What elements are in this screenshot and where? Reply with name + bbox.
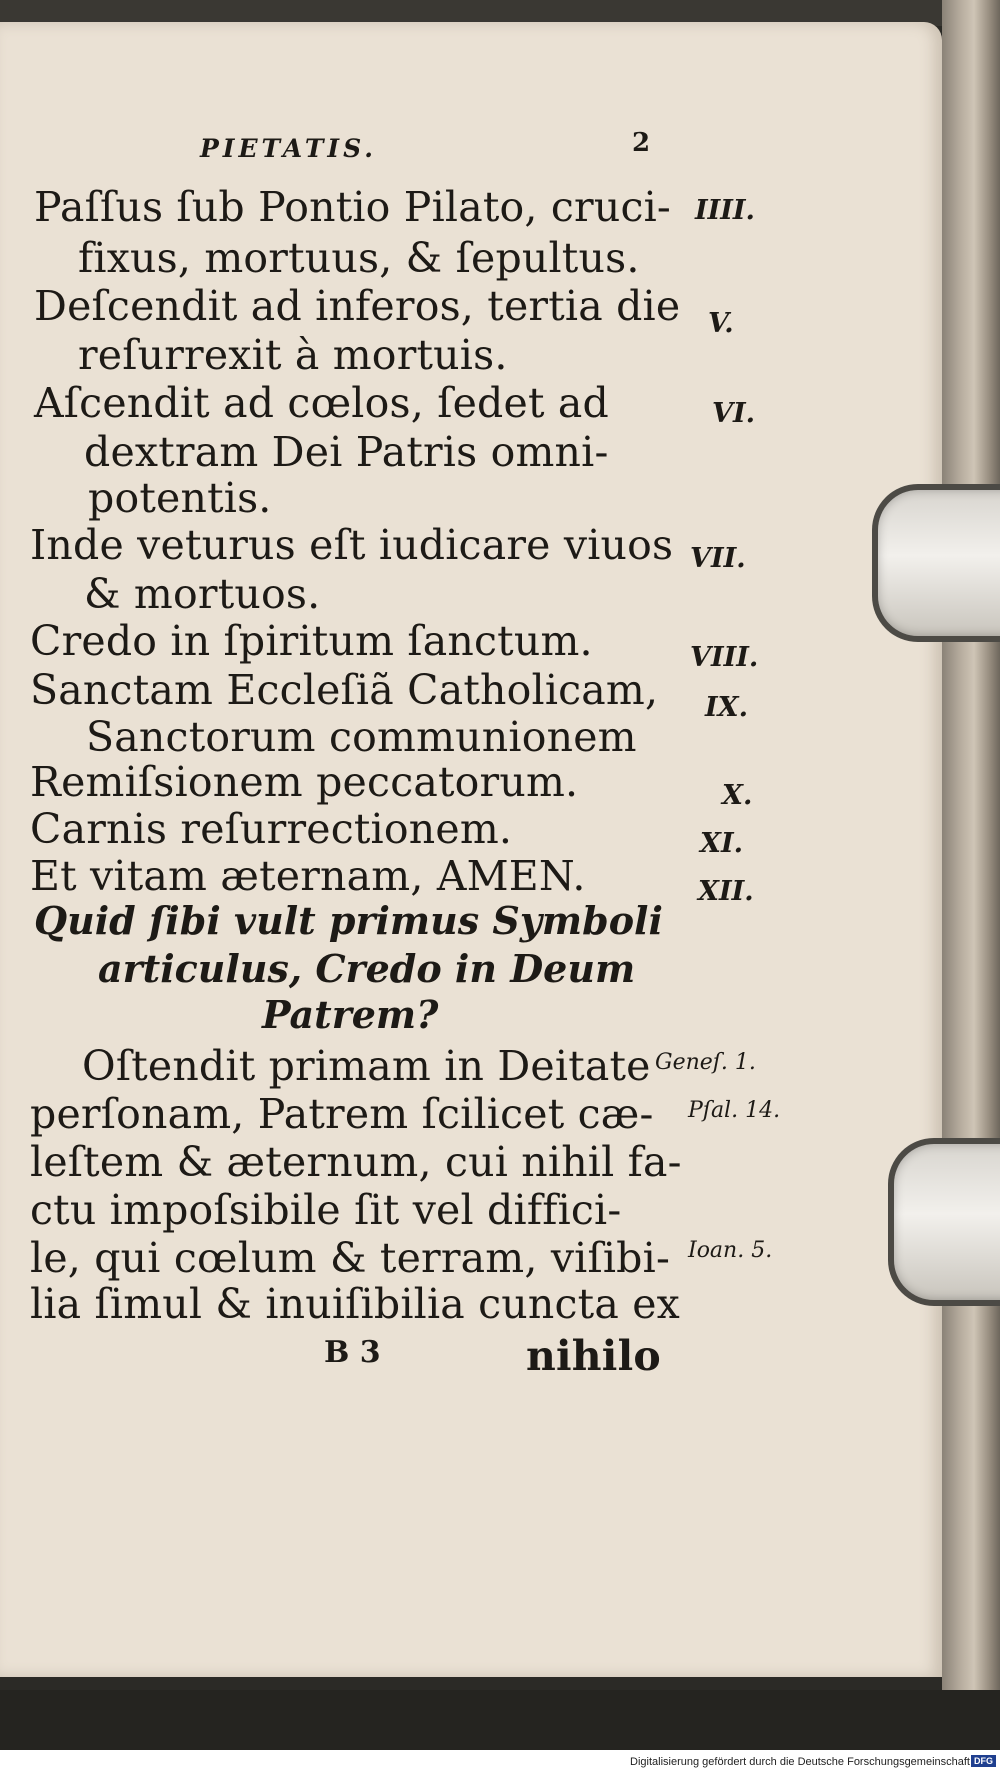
answer-line: ctu impoſsibile ſit vel diffici- [30,1186,622,1234]
article-numeral: XII. [698,876,754,907]
article-numeral: VII. [690,543,746,574]
creed-line: Et vitam æternam, AMEN. [30,852,586,900]
creed-line: Credo in ſpiritum ſanctum. [30,617,593,665]
creed-line: Aſcendit ad cœlos, ſedet ad [34,379,609,427]
creed-line: Sanctam Eccleſiã Catholicam, [30,666,659,714]
question-line: articulus, Credo in Deum [98,946,636,991]
creed-line: Remiſsionem peccatorum. [30,758,579,806]
answer-line: perſonam, Patrem ſcilicet cæ- [30,1090,654,1138]
article-numeral: IIII. [695,195,755,226]
catchword: nihilo [526,1332,661,1380]
margin-reference: Ioan. 5. [688,1238,773,1263]
article-numeral: IX. [705,692,748,723]
question-line: Patrem? [262,992,439,1037]
page-number: 2 [632,128,651,158]
creed-line: Paſſus ſub Pontio Pilato, cruci- [34,183,671,231]
creed-line: potentis. [88,474,272,522]
creed-line: & mortuos. [84,570,321,618]
running-header-title: PIETATIS. [200,134,377,163]
scan-bottom-border [0,1690,1000,1750]
credit-strip [0,1750,1000,1775]
clasp-lower [888,1138,1000,1306]
margin-reference: Pſal. 14. [688,1098,781,1123]
creed-line: Carnis reſurrectionem. [30,805,513,853]
answer-line: lia ſimul & inuiſibilia cuncta ex [30,1280,681,1328]
article-numeral: XI. [700,828,743,859]
creed-line: Deſcendit ad inferos, tertia die [34,282,681,330]
answer-line: Oſtendit primam in Deitate [82,1042,651,1090]
answer-line: leſtem & æternum, cui nihil fa- [30,1138,682,1186]
margin-reference: Geneſ. 1. [655,1050,756,1075]
creed-line: Inde veturus eſt iudicare viuos [30,521,674,569]
signature-mark: B 3 [324,1335,381,1370]
credit-text: Digitalisierung gefördert durch die Deutsche Forschungsgemeinschaft [630,1756,970,1768]
article-numeral: VI. [712,398,755,429]
creed-line: dextram Dei Patris omni- [84,428,609,476]
page-edges [942,0,1000,1690]
book-page [0,22,942,1677]
clasp-upper [872,484,1000,642]
article-numeral: VIII. [690,642,759,673]
question-line: Quid ſibi vult primus Symboli [34,898,663,943]
creed-line: fixus, mortuus, & ſepultus. [78,234,640,282]
dfg-logo: DFG [971,1755,996,1767]
creed-line: Sanctorum communionem [86,713,637,761]
creed-line: reſurrexit à mortuis. [78,331,508,379]
article-numeral: X. [722,780,753,811]
article-numeral: V. [708,308,734,339]
answer-line: le, qui cœlum & terram, viſibi- [30,1234,670,1282]
